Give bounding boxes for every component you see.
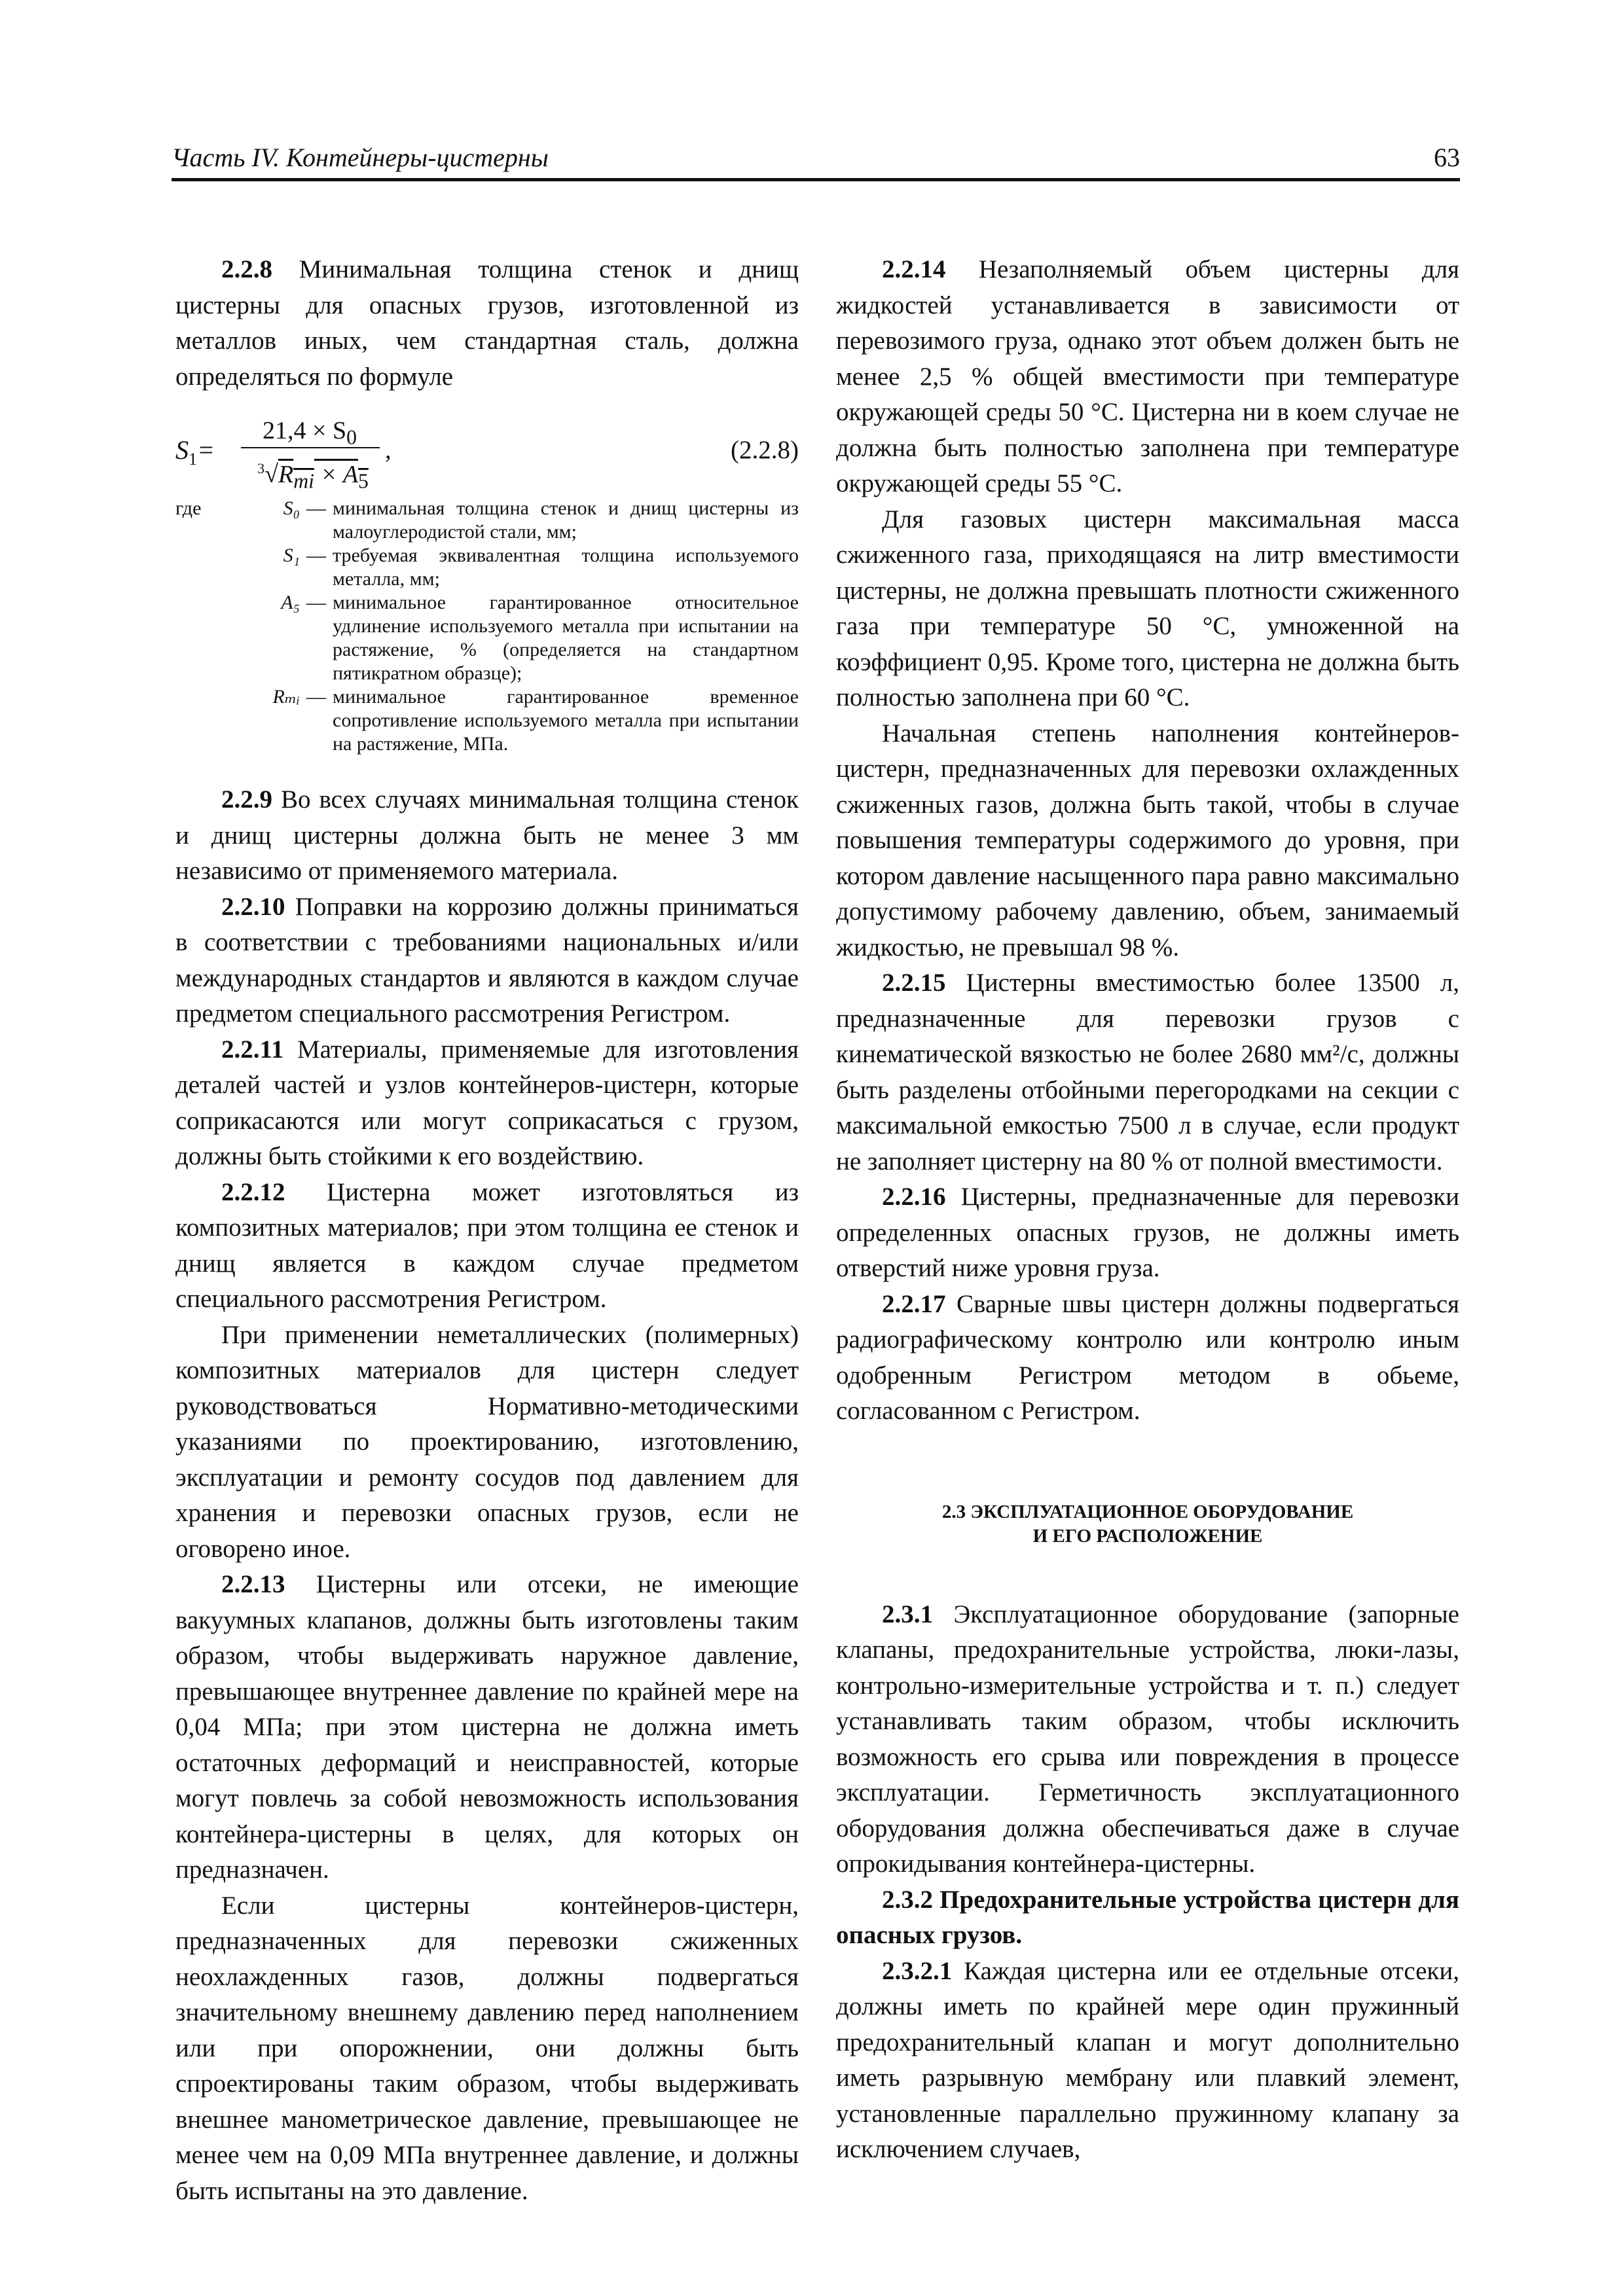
where-symbol: Rₘᵢ: [272, 686, 300, 708]
fraction-bar: [241, 447, 380, 448]
left-column: [175, 252, 799, 2209]
where-description: минимальное гарантированное относительное удлинение используемого металла при испытании на растяжение, % (определяется на стандартном пятикратном образце);: [333, 592, 799, 684]
formula-comma: ,: [385, 437, 392, 464]
where-description: требуемая эквивалентная толщина используемого металла, мм;: [333, 545, 799, 590]
subheading-2-3-2: 2.3.2 Предохранительные устройства цистерн для опасных грузов.: [836, 1885, 1459, 1949]
formula-lhs: $S_1=$: [175, 435, 215, 469]
paragraph-2-2-12: [175, 1175, 799, 1318]
clause-number: 2.3.1: [882, 1600, 933, 1628]
where-item: S₁ — требуемая эквивалентная толщина используемого металла, мм;: [175, 544, 799, 591]
running-title: Часть IV. Контейнеры-цистерны: [172, 143, 549, 172]
paragraph-2-2-10: [175, 889, 799, 1032]
clause-number: 2.2.17: [882, 1289, 946, 1318]
paragraph-text: Незаполняемый объем цистерны для жидкостей устанавливается в зависимости от перевозимого груза, однако этот объем должен быть не менее 2,5 % общей вместимости при температуре окружающей среды 50 °С. Цистерна ни в коем случае не должна быть полностью заполнена при температуре окружающей среды 55 °С.: [836, 255, 1459, 497]
paragraph-text: Во всех случаях минимальная толщина стенок и днищ цистерны должна быть не менее 3 мм независимо от применяемого материала.: [175, 785, 799, 885]
paragraph-2-2-14-cont2: Начальная степень наполнения контейнеров-цистерн, предназначенных для перевозки охлажденных сжиженных газов, должна быть такой, чтобы в случае повышения температуры содержимого до уровня, при котором давление насыщенного пара равно максимально допустимому рабочему давлению, объем, занимаемый жидкостью, не превышал 98 %.: [836, 719, 1459, 961]
section-title-line: 2.3 ЭКСПЛУАТАЦИОННОЕ ОБОРУДОВАНИЕ: [941, 1501, 1354, 1522]
right-column: [836, 252, 1459, 2168]
section-title-line: И ЕГО РАСПОЛОЖЕНИЕ: [1032, 1525, 1263, 1547]
paragraph-2-2-16: [836, 1179, 1459, 1287]
where-symbol: S₁: [283, 545, 300, 566]
paragraph-2-2-12-cont: При применении неметаллических (полимерных) композитных материалов для цистерн следует руководствоваться Нормативно-методическими указаниями по проектированию, изготовлению, эксплуатации и ремонту сосудов под давлением для хранения и перевозки опасных грузов, если не оговорено иное.: [175, 1320, 799, 1563]
clause-number: 2.2.13: [221, 1570, 285, 1598]
paragraph-2-2-17: [836, 1287, 1459, 1429]
paragraph-2-2-9: [175, 782, 799, 889]
paragraph-2-2-13: [175, 1567, 799, 1888]
where-description: минимальная толщина стенок и днищ цистерны из малоуглеродистой стали, мм;: [333, 497, 799, 543]
where-symbol: A₅: [281, 592, 300, 613]
paragraph-2-3-2-1: [836, 1954, 1459, 2168]
paragraph-text: Цистерны или отсеки, не имеющие вакуумных клапанов, должны быть изготовлены таким образом, чтобы выдерживать наружное давление, превышающее внутреннее давление по крайней мере на 0,04 МПа; при этом цистерна не должна иметь остаточных деформаций и неисправностей, которые могут повлечь за собой невозможность использования контейнера-цистерны в целях, для которых он предназначен.: [175, 1570, 799, 1884]
where-item: Rₘᵢ — минимальное гарантированное временное сопротивление используемого металла при испытании на растяжение, МПа.: [175, 685, 799, 756]
page-number: 63: [1434, 143, 1460, 172]
clause-number: 2.2.12: [221, 1177, 285, 1206]
formula-numerator: $21,4 \times S_0$: [263, 417, 357, 449]
paragraph-text: Материалы, применяемые для изготовления деталей частей и узлов контейнеров-цистерн, которые соприкасаются или могут соприкасаться с грузом, должны быть стойкими к его воздействию.: [175, 1035, 799, 1170]
paragraph-2-2-15: [836, 965, 1459, 1179]
paragraph-text: Поправки на коррозию должны приниматься в соответствии с требованиями национальных и/или международных стандартов и являются в каждом случае предметом специального рассмотрения Регистром.: [175, 892, 799, 1028]
where-list: [175, 497, 799, 756]
where-label: где: [175, 497, 202, 519]
paragraph-text: Минимальная толщина стенок и днищ цистерны для опасных грузов, изготовленной из металлов иных, чем стандартная сталь, должна определяться по формуле: [175, 255, 799, 391]
clause-number: 2.2.15: [882, 969, 946, 997]
clause-number: 2.2.14: [882, 255, 946, 283]
formula-2-2-8: [175, 413, 799, 493]
paragraph-text: Каждая цистерна или ее отдельные отсеки, должны иметь по крайней мере один пружинный предохранительный клапан и могут дополнительно иметь разрывную мембрану или плавкий элемент, установленные параллельно пружинному клапану за исключением случаев,: [836, 1956, 1459, 2163]
paragraph-2-2-8: [175, 252, 799, 395]
paragraph-text: Эксплуатационное оборудование (запорные клапаны, предохранительные устройства, люки-лазы, контрольно-измерительные устройства и т. п.) следует устанавливать таким образом, чтобы исключить возможность его срыва или повреждения в процессе эксплуатации. Герметичность эксплуатационного оборудования должна обеспечиваться даже в случае опрокидывания контейнера-цистерны.: [836, 1600, 1459, 1878]
clause-number: 2.2.11: [221, 1035, 284, 1064]
where-item: где S₀ — минимальная толщина стенок и днищ цистерны из малоуглеродистой стали, мм;: [175, 497, 799, 543]
where-description: минимальное гарантированное временное сопротивление используемого металла при испытании на растяжение, МПа.: [333, 686, 799, 755]
paragraph-text: Цистерна может изготовляться из композитных материалов; при этом толщина ее стенок и днищ является в каждом случае предметом специального рассмотрения Регистром.: [175, 1177, 799, 1313]
clause-number: 2.2.16: [882, 1183, 946, 1211]
paragraph-text: Сварные швы цистерн должны подвергаться радиографическому контролю или контролю иным одобренным Регистром методом в обьеме, согласованном с Регистром.: [836, 1289, 1459, 1425]
where-item: A₅ — минимальное гарантированное относительное удлинение используемого металла при испытании на растяжение, % (определяется на стандартном пятикратном образце);: [175, 591, 799, 685]
paragraph-text: Цистерны, предназначенные для перевозки определенных опасных грузов, не должны иметь отверстий ниже уровня груза.: [836, 1183, 1459, 1282]
paragraph-2-2-11: [175, 1032, 799, 1175]
equation-number: (2.2.8): [731, 436, 799, 464]
paragraph-2-3-1: [836, 1597, 1459, 1882]
clause-number: 2.2.8: [221, 255, 272, 283]
paragraph-2-2-14-cont: Для газовых цистерн максимальная масса сжиженного газа, приходящаяся на литр вместимости цистерны, не должна превышать плотности сжиженного газа при температуре 50 °С, умноженной на коэффициент 0,95. Кроме того, цистерна не должна быть полностью заполнена при 60 °С.: [836, 505, 1459, 711]
clause-number: 2.2.9: [221, 785, 272, 814]
clause-number: 2.2.10: [221, 892, 285, 921]
section-title-2-3: [836, 1500, 1459, 1549]
where-symbol: S₀: [283, 497, 300, 519]
clause-number: 2.3.2.1: [882, 1956, 953, 1985]
paragraph-text: Цистерны вместимостью более 13500 л, предназначенные для перевозки грузов с кинематической вязкостью не более 2680 мм²/с, должны быть разделены отбойными перегородками на секции с максимальной емкостью 7500 л в случае, если продукт не заполняет цистерну на 80 % от полной вместимости.: [836, 969, 1459, 1175]
paragraph-2-2-13-cont: Если цистерны контейнеров-цистерн, предназначенных для перевозки сжиженных неохлажденных газов, должны подвергаться значительному внешнему давлению перед наполнением или при опорожнении, они должны быть спроектированы таким образом, чтобы выдерживать внешнее манометрическое давление, превышающее не менее чем на 0,09 МПа внутреннее давление, и должны быть испытаны на это давление.: [175, 1891, 799, 2205]
page-header: [172, 139, 1460, 181]
paragraph-2-2-14: [836, 252, 1459, 502]
formula-denominator: $^3√R_{mi} \times A_5$: [257, 460, 369, 493]
